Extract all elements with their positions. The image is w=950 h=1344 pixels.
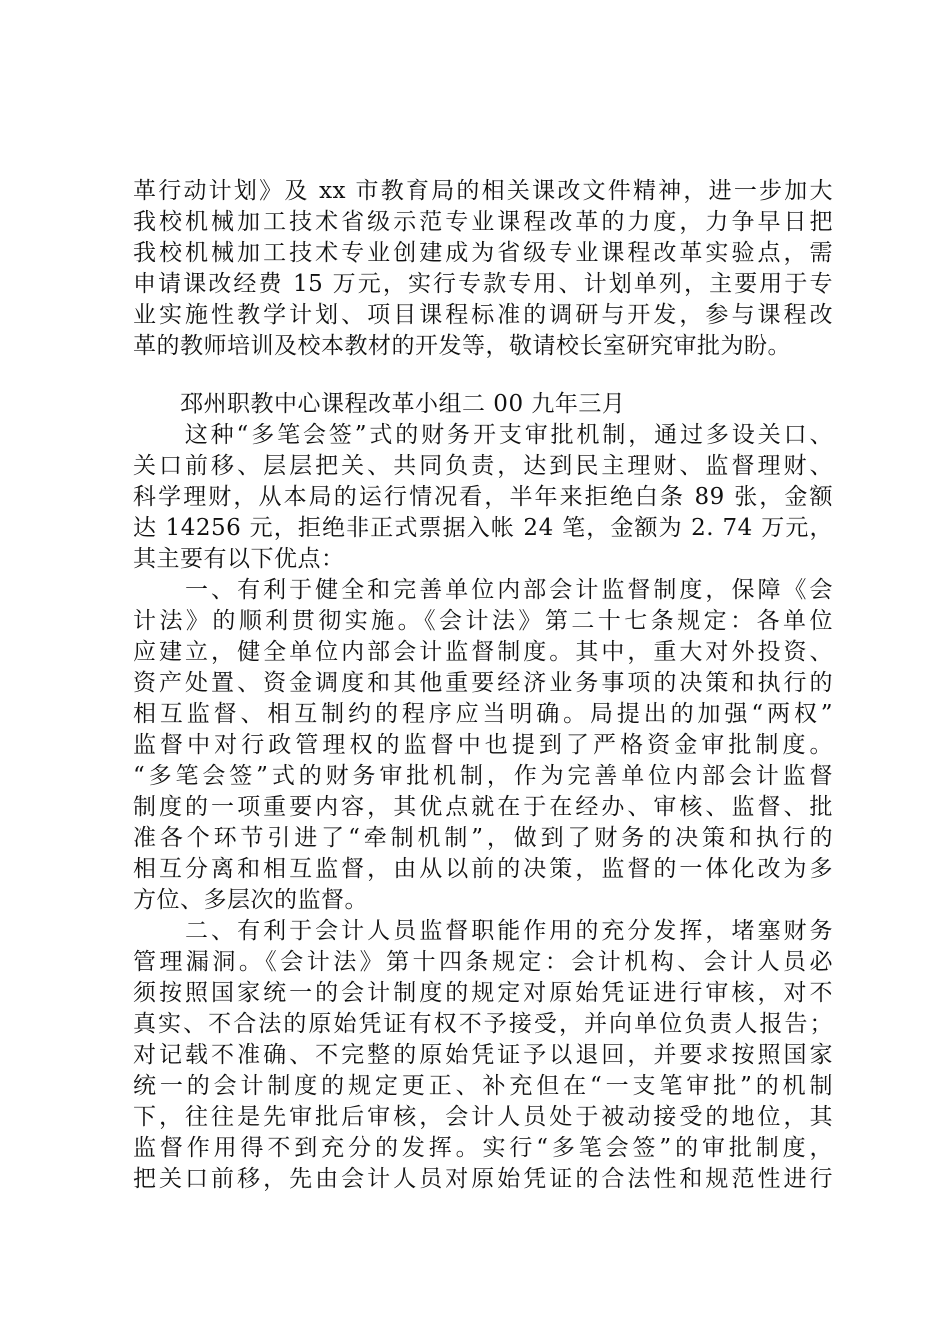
text-line: 统一的会计制度的规定更正、补充但在“一支笔审批”的机制 [133,1073,833,1099]
text-line: 达 14256 元，拒绝非正式票据入帐 24 笔，金额为 2. 74 万元， [133,515,833,541]
text-line: 下，往往是先审批后审核，会计人员处于被动接受的地位，其 [133,1104,833,1130]
body-text [133,389,833,1195]
text-line: 应建立，健全单位内部会计监督制度。其中，重大对外投资、 [133,639,833,665]
text-line: 资产处置、资金调度和其他重要经济业务事项的决策和执行的 [133,670,833,696]
text-line: 方位、多层次的监督。 [133,887,368,913]
text-line: 管理漏洞。《会计法》第十四条规定：会计机构、会计人员必 [133,949,833,975]
text-line: 二、有利于会计人员监督职能作用的充分发挥，堵塞财务 [133,918,833,944]
text-line: 这种“多笔会签”式的财务开支审批机制，通过多设关口、 [133,422,833,448]
text-line: 其主要有以下优点： [133,546,345,572]
text-line: 监督中对行政管理权的监督中也提到了严格资金审批制度。 [133,732,833,758]
text-line: 把关口前移，先由会计人员对原始凭证的合法性和规范性进行 [133,1166,833,1192]
text-line: 制度的一项重要内容，其优点就在于在经办、审核、监督、批 [133,794,833,820]
text-line: 科学理财，从本局的运行情况看，半年来拒绝白条 89 张，金额 [133,484,833,510]
text-line: 须按照国家统一的会计制度的规定对原始凭证进行审核，对不 [133,980,833,1006]
paragraph-request [133,176,833,362]
text-line: 相互分离和相互监督，由从以前的决策，监督的一体化改为多 [133,856,833,882]
text-line: 监督作用得不到充分的发挥。实行“多笔会签”的审批制度， [133,1135,833,1161]
text-line: 准各个环节引进了“牵制机制”，做到了财务的决策和执行的 [133,825,833,851]
text-line: 业实施性教学计划、项目课程标准的调研与开发，参与课程改 [133,302,833,328]
text-line: 对记载不准确、不完整的原始凭证予以退回，并要求按照国家 [133,1042,833,1068]
text-line: 我校机械加工技术专业创建成为省级专业课程改革实验点，需 [133,240,833,266]
text-line: 计法》的顺利贯彻实施。《会计法》第二十七条规定：各单位 [133,608,833,634]
text-line: 关口前移、层层把关、共同负责，达到民主理财、监督理财、 [133,453,833,479]
text-line: 革行动计划》及 xx 市教育局的相关课改文件精神，进一步加大 [133,178,833,204]
text-line: 相互监督、相互制约的程序应当明确。局提出的加强“两权” [133,701,833,727]
text-line: 申请课改经费 15 万元，实行专款专用、计划单列，主要用于专 [133,271,833,297]
text-line: 我校机械加工技术省级示范专业课程改革的力度，力争早日把 [133,209,833,235]
text-line: 革的教师培训及校本教材的开发等，敬请校长室研究审批为盼。 [133,333,791,359]
text-line: 一、有利于健全和完善单位内部会计监督制度，保障《会 [133,577,833,603]
signature-line: 邳州职教中心课程改革小组二 00 九年三月 [133,391,626,417]
text-line: 真实、不合法的原始凭证有权不予接受，并向单位负责人报告； [133,1011,833,1037]
text-line: “多笔会签”式的财务审批机制，作为完善单位内部会计监督 [133,763,833,789]
